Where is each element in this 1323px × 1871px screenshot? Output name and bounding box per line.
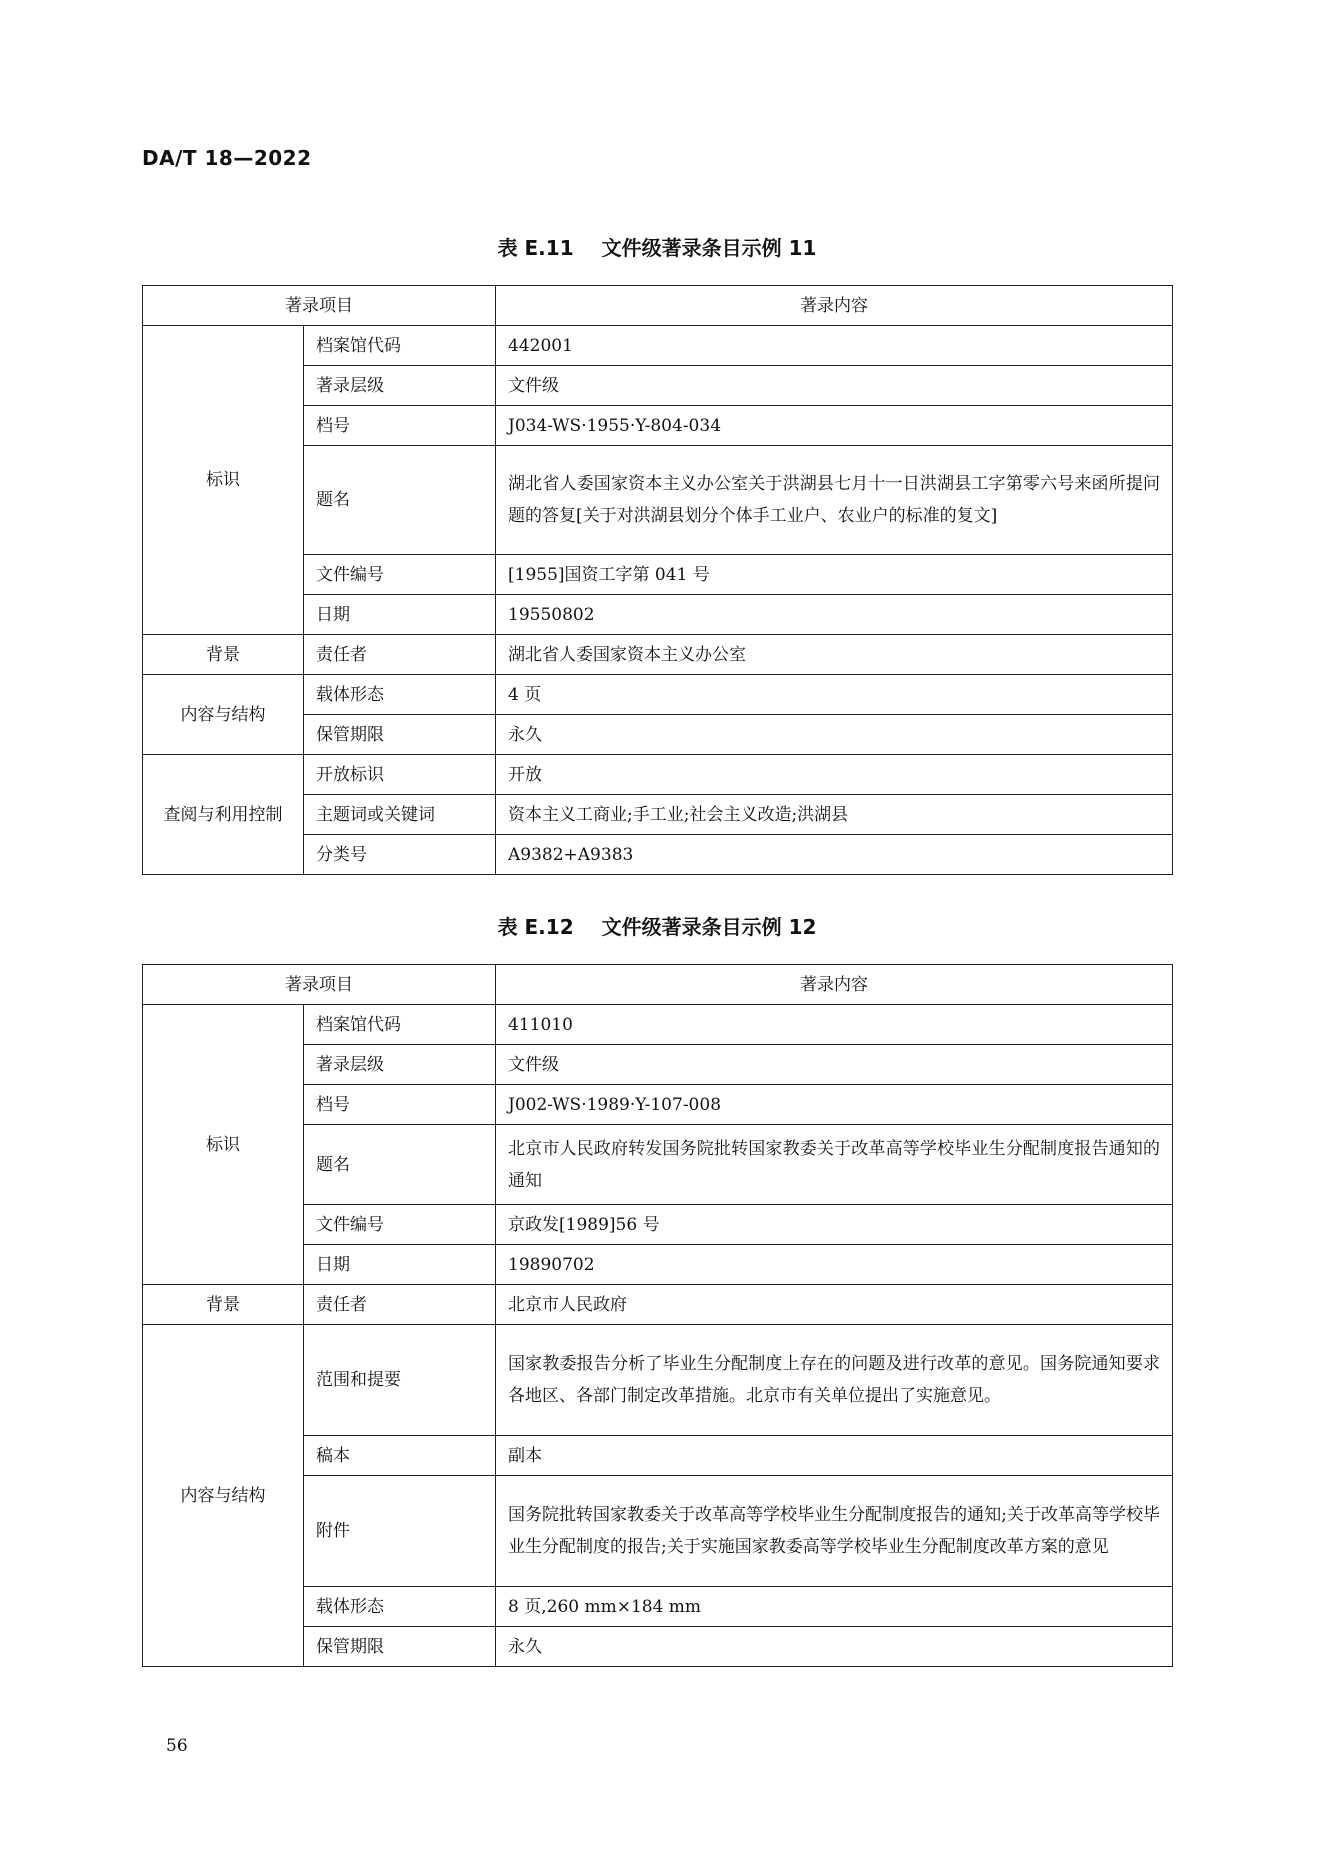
table1-value: 开放 (496, 755, 1173, 795)
table2-item: 著录层级 (304, 1045, 496, 1085)
table2-item: 附件 (304, 1476, 496, 1587)
table2-value: 京政发[1989]56 号 (496, 1205, 1173, 1245)
table2-item: 保管期限 (304, 1627, 496, 1667)
table-row (143, 326, 1173, 366)
table1-col-content: 著录内容 (496, 286, 1173, 326)
table1-value: 湖北省人委国家资本主义办公室 (496, 635, 1173, 675)
table2-caption-number: 表 E.12 (497, 915, 574, 939)
table1-item: 保管期限 (304, 715, 496, 755)
table-row (143, 635, 1173, 675)
table1-item: 题名 (304, 446, 496, 555)
table1-group-identity: 标识 (143, 326, 304, 635)
table1-value: 442001 (496, 326, 1173, 366)
table1-value: [1955]国资工字第 041 号 (496, 555, 1173, 595)
table2-value: 北京市人民政府 (496, 1285, 1173, 1325)
table1 (142, 285, 1173, 875)
table1-caption (142, 232, 1172, 261)
table1-group-background: 背景 (143, 635, 304, 675)
table2-value: 411010 (496, 1005, 1173, 1045)
table2-item: 档号 (304, 1085, 496, 1125)
table2-item: 范围和提要 (304, 1325, 496, 1436)
table2-value: 北京市人民政府转发国务院批转国家教委关于改革高等学校毕业生分配制度报告通知的通知 (496, 1125, 1173, 1205)
table2-item: 文件编号 (304, 1205, 496, 1245)
table2-col-item: 著录项目 (143, 965, 496, 1005)
table1-header-row (143, 286, 1173, 326)
table2-value: 国家教委报告分析了毕业生分配制度上存在的问题及进行改革的意见。国务院通知要求各地区、各部门制定改革措施。北京市有关单位提出了实施意见。 (496, 1325, 1173, 1436)
table1-item: 主题词或关键词 (304, 795, 496, 835)
table2-value: 永久 (496, 1627, 1173, 1667)
table1-value: 19550802 (496, 595, 1173, 635)
table1-value: 永久 (496, 715, 1173, 755)
table2-group-background: 背景 (143, 1285, 304, 1325)
table2-item: 责任者 (304, 1285, 496, 1325)
table2-group-identity: 标识 (143, 1005, 304, 1285)
table2-group-content: 内容与结构 (143, 1325, 304, 1667)
table1-item: 分类号 (304, 835, 496, 875)
table1-value: 湖北省人委国家资本主义办公室关于洪湖县七月十一日洪湖县工字第零六号来函所提问题的答复[关于对洪湖县划分个体手工业户、农业户的标准的复文] (496, 446, 1173, 555)
page-number: 56 (166, 1736, 188, 1756)
table2-caption-title: 文件级著录条目示例 12 (601, 915, 817, 939)
table1-value: A9382+A9383 (496, 835, 1173, 875)
table1-item: 日期 (304, 595, 496, 635)
table1-item: 载体形态 (304, 675, 496, 715)
table1-item: 文件编号 (304, 555, 496, 595)
table2-col-content: 著录内容 (496, 965, 1173, 1005)
table2-value: 19890702 (496, 1245, 1173, 1285)
table-row (143, 1005, 1173, 1045)
table1-value: 文件级 (496, 366, 1173, 406)
table1-item: 著录层级 (304, 366, 496, 406)
table1-item: 开放标识 (304, 755, 496, 795)
table1-caption-title: 文件级著录条目示例 11 (601, 236, 817, 260)
table-row (143, 1285, 1173, 1325)
table1-group-access: 查阅与利用控制 (143, 755, 304, 875)
table2-item: 日期 (304, 1245, 496, 1285)
table1-item: 档案馆代码 (304, 326, 496, 366)
table2-value: 副本 (496, 1436, 1173, 1476)
table1-item: 档号 (304, 406, 496, 446)
table1-item: 责任者 (304, 635, 496, 675)
table2-item: 题名 (304, 1125, 496, 1205)
table2-value: 国务院批转国家教委关于改革高等学校毕业生分配制度报告的通知;关于改革高等学校毕业生分配制度的报告;关于实施国家教委高等学校毕业生分配制度改革方案的意见 (496, 1476, 1173, 1587)
table-row (143, 1325, 1173, 1436)
table1-value: 4 页 (496, 675, 1173, 715)
standard-code: DA/T 18—2022 (142, 146, 312, 170)
table-row (143, 675, 1173, 715)
table2-header-row (143, 965, 1173, 1005)
table-row (143, 755, 1173, 795)
table2-item: 档案馆代码 (304, 1005, 496, 1045)
table2-item: 稿本 (304, 1436, 496, 1476)
table2-value: J002-WS·1989·Y-107-008 (496, 1085, 1173, 1125)
table1-value: 资本主义工商业;手工业;社会主义改造;洪湖县 (496, 795, 1173, 835)
table1-col-item: 著录项目 (143, 286, 496, 326)
table1-caption-number: 表 E.11 (497, 236, 574, 260)
table2-value: 文件级 (496, 1045, 1173, 1085)
table2-caption (142, 911, 1172, 940)
table2 (142, 964, 1173, 1667)
table1-group-content: 内容与结构 (143, 675, 304, 755)
table1-value: J034-WS·1955·Y-804-034 (496, 406, 1173, 446)
table2-item: 载体形态 (304, 1587, 496, 1627)
table2-value: 8 页,260 mm×184 mm (496, 1587, 1173, 1627)
